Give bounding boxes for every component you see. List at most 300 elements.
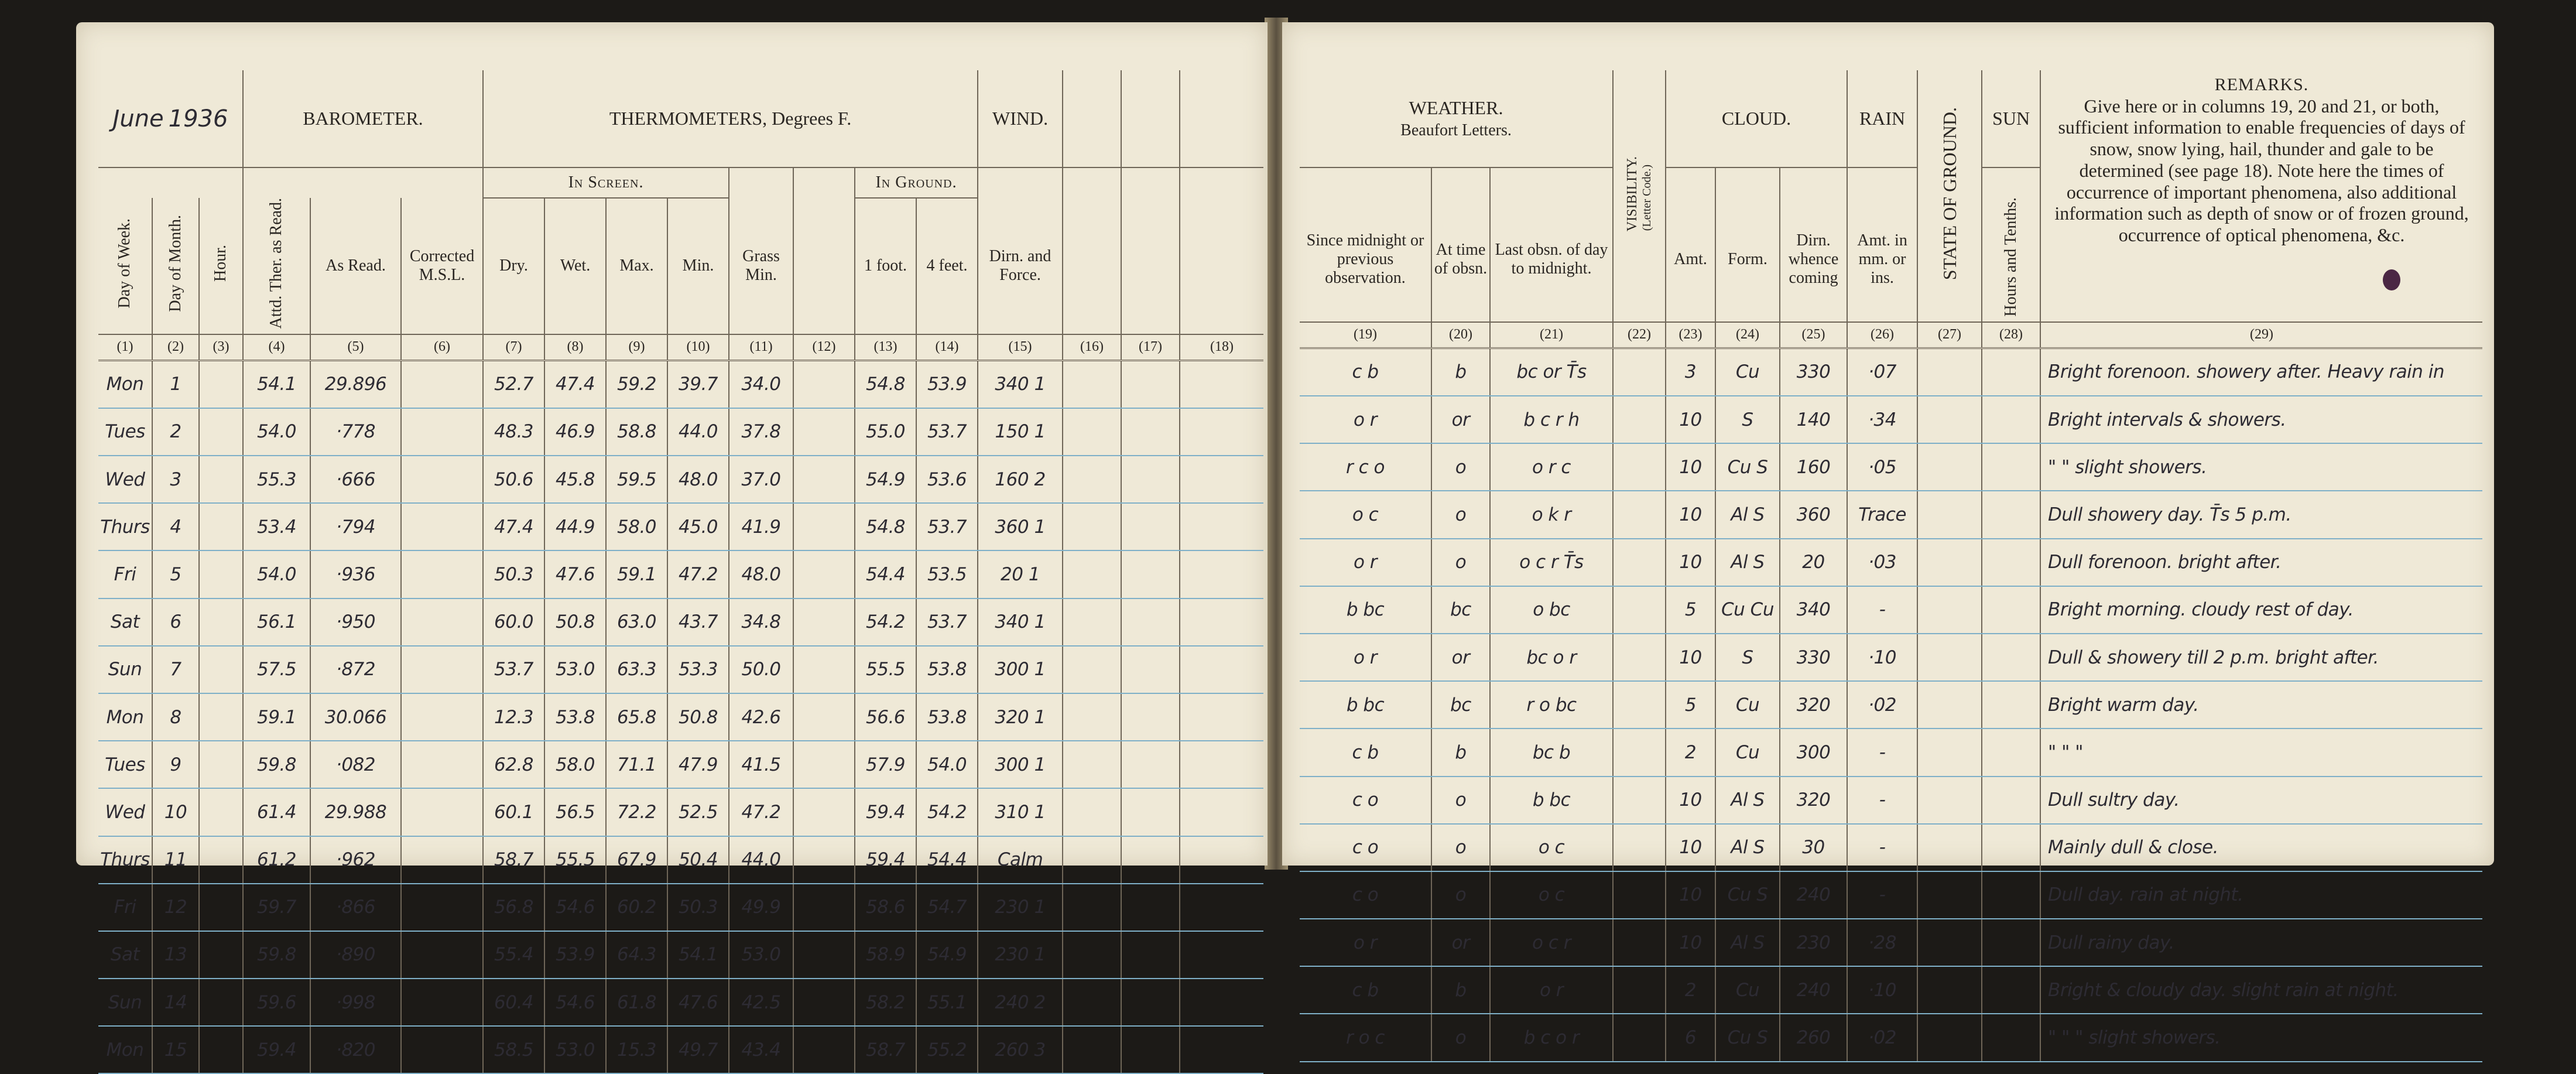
visibility-cell — [1613, 586, 1666, 634]
day-of-month-cell: 8 — [152, 693, 199, 741]
at-time-header: At time of obsn. — [1431, 197, 1490, 322]
table-row — [98, 1026, 1263, 1073]
corrected-cell — [401, 1026, 483, 1073]
day-of-month-cell: 1 — [152, 360, 199, 408]
hour-cell — [199, 550, 243, 598]
ground-4ft-cell: 55.2 — [916, 1026, 978, 1073]
weather-at-cell: o — [1431, 777, 1490, 824]
pressure-cell: ·872 — [310, 646, 401, 693]
blank-cell — [1180, 1026, 1263, 1073]
min-cell: 44.0 — [667, 408, 729, 456]
weather-last-cell: b bc — [1490, 777, 1613, 824]
pressure-cell: ·778 — [310, 408, 401, 456]
corrected-cell — [401, 788, 483, 836]
table-row — [1300, 966, 2482, 1014]
blank-cell — [1180, 408, 1263, 456]
table-row — [98, 836, 1263, 884]
ground-1ft-cell: 58.9 — [855, 931, 916, 979]
pressure-cell: ·866 — [310, 884, 401, 931]
blank-cell — [1121, 360, 1180, 408]
ground-1ft-cell: 58.6 — [855, 884, 916, 931]
remarks-cell: Dull forenoon. bright after. — [2040, 539, 2482, 586]
wet-cell: 53.9 — [544, 931, 606, 979]
month-label: June — [112, 105, 164, 132]
column-number: (27) — [1917, 322, 1982, 348]
ground-4ft-cell: 53.7 — [916, 408, 978, 456]
rain-cell: ·07 — [1847, 348, 1917, 396]
ground-1ft-cell: 55.5 — [855, 646, 916, 693]
min-cell: 45.0 — [667, 503, 729, 550]
column-number: (29) — [2040, 322, 2482, 348]
column-number: (1) — [98, 334, 152, 361]
hour-cell — [199, 598, 243, 646]
weather-at-cell: bc — [1431, 681, 1490, 728]
visibility-cell — [1613, 777, 1666, 824]
wind-cell: 360 1 — [978, 503, 1063, 550]
hour-cell — [199, 1026, 243, 1073]
remarks-cell: Mainly dull & close. — [2040, 824, 2482, 871]
day-of-month-cell: 15 — [152, 1026, 199, 1073]
weather-at-cell: b — [1431, 728, 1490, 776]
remarks-cell: " " " slight showers. — [2040, 1014, 2482, 1061]
cloud-dirn-cell: 330 — [1780, 348, 1847, 396]
max-cell: 59.1 — [606, 550, 667, 598]
wind-header: WIND. — [978, 70, 1063, 167]
cloud-form-cell: Cu S — [1715, 1014, 1780, 1061]
wet-cell: 53.0 — [544, 1026, 606, 1073]
rain-header: RAIN — [1847, 70, 1917, 167]
attd-ther-cell: 59.8 — [243, 931, 310, 979]
blank-cell — [1063, 456, 1121, 503]
wet-cell: 47.6 — [544, 550, 606, 598]
cloud-dirn-cell: 240 — [1780, 871, 1847, 919]
column-number: (10) — [667, 334, 729, 361]
dirn-force-header: Dirn. and Force. — [978, 198, 1063, 334]
day-of-week-cell: Tues — [98, 408, 152, 456]
dry-cell: 60.1 — [483, 788, 544, 836]
column-number: (11) — [729, 334, 793, 361]
column-number: (17) — [1121, 334, 1180, 361]
cloud-amt-cell: 5 — [1666, 586, 1715, 634]
max-cell: 71.1 — [606, 741, 667, 788]
column-number: (26) — [1847, 322, 1917, 348]
sun-cell — [1982, 777, 2040, 824]
min-cell: 43.7 — [667, 598, 729, 646]
blank-cell — [1063, 836, 1121, 884]
weather-at-cell: or — [1431, 919, 1490, 966]
cloud-form-cell: Al S — [1715, 491, 1780, 538]
blank-cell — [793, 1026, 855, 1073]
rain-cell: - — [1847, 728, 1917, 776]
grass-min-cell: 37.0 — [729, 456, 793, 503]
grass-min-cell: 41.5 — [729, 741, 793, 788]
min-cell: 53.3 — [667, 646, 729, 693]
wet-cell: 55.5 — [544, 836, 606, 884]
letter-code-header: (Letter Code.) — [1640, 165, 1654, 231]
pressure-cell: ·820 — [310, 1026, 401, 1073]
column-number: (12) — [793, 334, 855, 361]
cloud-amt-cell: 2 — [1666, 728, 1715, 776]
cloud-amt-cell: 10 — [1666, 919, 1715, 966]
day-of-month-cell: 2 — [152, 408, 199, 456]
visibility-cell — [1613, 443, 1666, 491]
cloud-dirn-cell: 320 — [1780, 681, 1847, 728]
grass-min-cell: 42.6 — [729, 693, 793, 741]
wind-cell: 230 1 — [978, 931, 1063, 979]
wet-header: Wet. — [544, 198, 606, 334]
blank-cell — [1180, 598, 1263, 646]
in-screen-header: In Screen. — [483, 167, 729, 198]
hour-cell — [199, 884, 243, 931]
grass-min-cell: 47.2 — [729, 788, 793, 836]
blank-cell — [1121, 884, 1180, 931]
since-midnight-header: Since midnight or previous observation. — [1300, 197, 1431, 322]
rain-cell: - — [1847, 824, 1917, 871]
wind-cell: Calm — [978, 836, 1063, 884]
attd-ther-cell: 54.1 — [243, 360, 310, 408]
ground-4ft-cell: 55.1 — [916, 979, 978, 1026]
cloud-dirn-cell: 160 — [1780, 443, 1847, 491]
wet-cell: 50.8 — [544, 598, 606, 646]
max-cell: 60.2 — [606, 884, 667, 931]
dry-cell: 58.5 — [483, 1026, 544, 1073]
hour-cell — [199, 788, 243, 836]
pressure-cell: ·890 — [310, 931, 401, 979]
hour-cell — [199, 456, 243, 503]
table-row — [1300, 871, 2482, 919]
blank-cell — [1121, 788, 1180, 836]
day-of-month-cell: 7 — [152, 646, 199, 693]
column-number: (2) — [152, 334, 199, 361]
ground-4ft-cell: 54.2 — [916, 788, 978, 836]
column-number: (19) — [1300, 322, 1431, 348]
dry-cell: 56.8 — [483, 884, 544, 931]
table-row — [1300, 348, 2482, 396]
column-number: (13) — [855, 334, 916, 361]
corrected-msl-header: Corrected M.S.L. — [401, 198, 483, 334]
column-number: (7) — [483, 334, 544, 361]
blank-cell — [1063, 503, 1121, 550]
ground-state-cell — [1917, 539, 1982, 586]
rain-cell: ·10 — [1847, 966, 1917, 1014]
wind-cell: 230 1 — [978, 884, 1063, 931]
ground-1ft-cell: 55.0 — [855, 408, 916, 456]
weather-last-cell: o r c — [1490, 443, 1613, 491]
ground-state-cell — [1917, 491, 1982, 538]
hour-cell — [199, 408, 243, 456]
sun-cell — [1982, 1014, 2040, 1061]
wet-cell: 53.8 — [544, 693, 606, 741]
sun-cell — [1982, 871, 2040, 919]
corrected-cell — [401, 646, 483, 693]
table-row — [1300, 728, 2482, 776]
pressure-cell: ·998 — [310, 979, 401, 1026]
ground-1ft-cell: 56.6 — [855, 693, 916, 741]
sun-cell — [1982, 491, 2040, 538]
day-of-month-cell: 13 — [152, 931, 199, 979]
table-row — [1300, 919, 2482, 966]
cloud-amt-cell: 3 — [1666, 348, 1715, 396]
day-of-week-cell: Fri — [98, 550, 152, 598]
grass-min-cell: 41.9 — [729, 503, 793, 550]
attd-ther-cell: 54.0 — [243, 550, 310, 598]
grass-min-header: Grass Min. — [729, 198, 793, 334]
blank-cell — [1121, 646, 1180, 693]
ground-4ft-cell: 54.7 — [916, 884, 978, 931]
visibility-cell — [1613, 824, 1666, 871]
blank-cell — [1180, 693, 1263, 741]
wet-cell: 45.8 — [544, 456, 606, 503]
blank-cell — [1180, 836, 1263, 884]
cloud-form-cell: Al S — [1715, 824, 1780, 871]
table-row — [98, 646, 1263, 693]
state-of-ground-header: STATE OF GROUND. — [1938, 107, 1960, 281]
ground-4ft-cell: 53.5 — [916, 550, 978, 598]
blank-cell — [793, 884, 855, 931]
day-of-week-cell: Wed — [98, 456, 152, 503]
visibility-cell — [1613, 871, 1666, 919]
column-number: (9) — [606, 334, 667, 361]
cloud-amt-cell: 2 — [1666, 966, 1715, 1014]
table-row — [98, 550, 1263, 598]
weather-since-cell: o r — [1300, 919, 1431, 966]
weather-last-cell: bc b — [1490, 728, 1613, 776]
weather-last-cell: o r — [1490, 966, 1613, 1014]
sun-header: SUN — [1982, 70, 2040, 167]
grass-min-cell: 37.8 — [729, 408, 793, 456]
blank-cell — [793, 550, 855, 598]
table-row — [98, 693, 1263, 741]
corrected-cell — [401, 598, 483, 646]
wet-cell: 56.5 — [544, 788, 606, 836]
blank-cell — [793, 360, 855, 408]
grass-min-cell: 50.0 — [729, 646, 793, 693]
min-cell: 47.9 — [667, 741, 729, 788]
column-number: (21) — [1490, 322, 1613, 348]
cloud-dirn-cell: 340 — [1780, 586, 1847, 634]
weather-since-cell: c b — [1300, 348, 1431, 396]
dry-cell: 55.4 — [483, 931, 544, 979]
cloud-amt-cell: 10 — [1666, 824, 1715, 871]
dirn-whence-header: Dirn. whence coming — [1780, 197, 1847, 322]
weather-at-cell: o — [1431, 443, 1490, 491]
cloud-form-header: Form. — [1715, 197, 1780, 322]
rain-cell: ·34 — [1847, 396, 1917, 443]
attd-ther-cell: 59.8 — [243, 741, 310, 788]
sun-cell — [1982, 728, 2040, 776]
last-obsn-header: Last obsn. of day to midnight. — [1490, 197, 1613, 322]
weather-last-cell: b c r h — [1490, 396, 1613, 443]
blank-cell — [1180, 979, 1263, 1026]
blank-cell — [1121, 836, 1180, 884]
cloud-header: CLOUD. — [1666, 70, 1847, 167]
corrected-cell — [401, 931, 483, 979]
hour-cell — [199, 360, 243, 408]
cloud-form-cell: Cu S — [1715, 443, 1780, 491]
visibility-cell — [1613, 491, 1666, 538]
blank-cell — [1063, 741, 1121, 788]
blank-cell — [1180, 550, 1263, 598]
wind-cell: 310 1 — [978, 788, 1063, 836]
day-of-month-cell: 14 — [152, 979, 199, 1026]
weather-since-cell: b bc — [1300, 586, 1431, 634]
weather-at-cell: or — [1431, 634, 1490, 681]
ground-4ft-cell: 54.9 — [916, 931, 978, 979]
day-of-week-cell: Fri — [98, 884, 152, 931]
pressure-cell: ·962 — [310, 836, 401, 884]
min-cell: 54.1 — [667, 931, 729, 979]
table-row — [1300, 539, 2482, 586]
cloud-amt-cell: 10 — [1666, 634, 1715, 681]
hour-cell — [199, 503, 243, 550]
day-of-week-cell: Wed — [98, 788, 152, 836]
cloud-form-cell: Al S — [1715, 539, 1780, 586]
blank-cell — [1121, 979, 1180, 1026]
attd-ther-cell: 56.1 — [243, 598, 310, 646]
hour-cell — [199, 693, 243, 741]
weather-at-cell: o — [1431, 871, 1490, 919]
corrected-cell — [401, 693, 483, 741]
weather-at-cell: b — [1431, 966, 1490, 1014]
remarks-cell: Dull sultry day. — [2040, 777, 2482, 824]
cloud-dirn-cell: 320 — [1780, 777, 1847, 824]
weather-last-cell: bc or T̄s — [1490, 348, 1613, 396]
day-of-week-cell: Mon — [98, 1026, 152, 1073]
pressure-cell: 30.066 — [310, 693, 401, 741]
cloud-amt-cell: 10 — [1666, 539, 1715, 586]
table-row — [98, 598, 1263, 646]
visibility-cell — [1613, 1014, 1666, 1061]
cloud-dirn-cell: 330 — [1780, 634, 1847, 681]
sun-cell — [1982, 634, 2040, 681]
cloud-dirn-cell: 30 — [1780, 824, 1847, 871]
blank-cell — [1121, 503, 1180, 550]
max-cell: 67.9 — [606, 836, 667, 884]
year-label: 1936 — [168, 105, 228, 132]
rain-amt-header: Amt. in mm. or ins. — [1847, 197, 1917, 322]
day-of-week-cell: Mon — [98, 360, 152, 408]
blank-cell — [1063, 693, 1121, 741]
ground-1ft-cell: 58.7 — [855, 1026, 916, 1073]
ground-4ft-cell: 53.8 — [916, 646, 978, 693]
ground-1ft-cell: 58.2 — [855, 979, 916, 1026]
column-number: (20) — [1431, 322, 1490, 348]
dry-cell: 53.7 — [483, 646, 544, 693]
beaufort-header: Beaufort Letters. — [1400, 121, 1512, 140]
cloud-form-cell: Cu S — [1715, 871, 1780, 919]
day-of-week-cell: Sat — [98, 598, 152, 646]
cloud-dirn-cell: 300 — [1780, 728, 1847, 776]
rain-cell: ·02 — [1847, 1014, 1917, 1061]
four-feet-header: 4 feet. — [916, 198, 978, 334]
min-cell: 47.6 — [667, 979, 729, 1026]
blank-cell — [1121, 550, 1180, 598]
grass-min-cell: 44.0 — [729, 836, 793, 884]
blank-cell — [793, 931, 855, 979]
max-cell: 64.3 — [606, 931, 667, 979]
weather-since-cell: o c — [1300, 491, 1431, 538]
ground-4ft-cell: 53.6 — [916, 456, 978, 503]
grass-min-cell: 43.4 — [729, 1026, 793, 1073]
weather-since-cell: o r — [1300, 396, 1431, 443]
remarks-cell: Dull rainy day. — [2040, 919, 2482, 966]
ground-1ft-cell: 59.4 — [855, 788, 916, 836]
blank-cell — [1180, 456, 1263, 503]
remarks-instructions: Give here or in columns 19, 20 and 21, or both, sufficient information to enable frequencies of days of snow, snow lying, hail, thunder and gale to be determined (see page 18). Note here the times of occurrence of important phenomena, also additional information such as depth of snow or of frozen ground, occurrence of optical phenomena, &c. — [2054, 95, 2469, 246]
max-cell: 59.2 — [606, 360, 667, 408]
wet-cell: 46.9 — [544, 408, 606, 456]
rain-cell: ·05 — [1847, 443, 1917, 491]
grass-min-cell: 49.9 — [729, 884, 793, 931]
ground-1ft-cell: 54.2 — [855, 598, 916, 646]
min-cell: 50.8 — [667, 693, 729, 741]
day-of-month-header: Day of Month. — [166, 214, 184, 312]
weather-last-cell: b c o r — [1490, 1014, 1613, 1061]
cloud-amt-cell: 10 — [1666, 396, 1715, 443]
ground-state-cell — [1917, 728, 1982, 776]
table-row — [1300, 491, 2482, 538]
ground-state-cell — [1917, 396, 1982, 443]
remarks-cell: Dull & showery till 2 p.m. bright after. — [2040, 634, 2482, 681]
blank-cell — [1121, 931, 1180, 979]
ground-4ft-cell: 54.0 — [916, 741, 978, 788]
table-row — [1300, 634, 2482, 681]
dry-cell: 50.3 — [483, 550, 544, 598]
blank-cell — [1063, 646, 1121, 693]
corrected-cell — [401, 503, 483, 550]
ground-4ft-cell: 53.8 — [916, 693, 978, 741]
rain-cell: - — [1847, 586, 1917, 634]
wet-cell: 44.9 — [544, 503, 606, 550]
max-cell: 58.8 — [606, 408, 667, 456]
weather-at-cell: o — [1431, 539, 1490, 586]
column-number: (5) — [310, 334, 401, 361]
blank-cell — [793, 979, 855, 1026]
pressure-cell: 29.988 — [310, 788, 401, 836]
corrected-cell — [401, 836, 483, 884]
table-row — [98, 979, 1263, 1026]
day-of-week-cell: Sun — [98, 979, 152, 1026]
weather-since-cell: c o — [1300, 777, 1431, 824]
cloud-form-cell: Al S — [1715, 777, 1780, 824]
max-cell: 15.3 — [606, 1026, 667, 1073]
cloud-form-cell: Cu — [1715, 728, 1780, 776]
blank-cell — [1063, 979, 1121, 1026]
blank-cell — [793, 836, 855, 884]
blank-cell — [1121, 408, 1180, 456]
visibility-cell — [1613, 966, 1666, 1014]
ground-4ft-cell: 54.4 — [916, 836, 978, 884]
wind-cell: 20 1 — [978, 550, 1063, 598]
pressure-cell: ·666 — [310, 456, 401, 503]
blank-cell — [793, 646, 855, 693]
blank-cell — [793, 503, 855, 550]
weather-last-cell: r o bc — [1490, 681, 1613, 728]
visibility-cell — [1613, 681, 1666, 728]
sun-cell — [1982, 824, 2040, 871]
ground-state-cell — [1917, 634, 1982, 681]
right-page — [1282, 22, 2494, 1049]
attd-ther-cell: 61.4 — [243, 788, 310, 836]
day-of-month-cell: 6 — [152, 598, 199, 646]
column-number: (8) — [544, 334, 606, 361]
dry-cell: 62.8 — [483, 741, 544, 788]
blank-cell — [1063, 884, 1121, 931]
weather-since-cell: c o — [1300, 871, 1431, 919]
blank-cell — [793, 741, 855, 788]
cloud-form-cell: Cu — [1715, 681, 1780, 728]
weather-last-cell: o c — [1490, 824, 1613, 871]
